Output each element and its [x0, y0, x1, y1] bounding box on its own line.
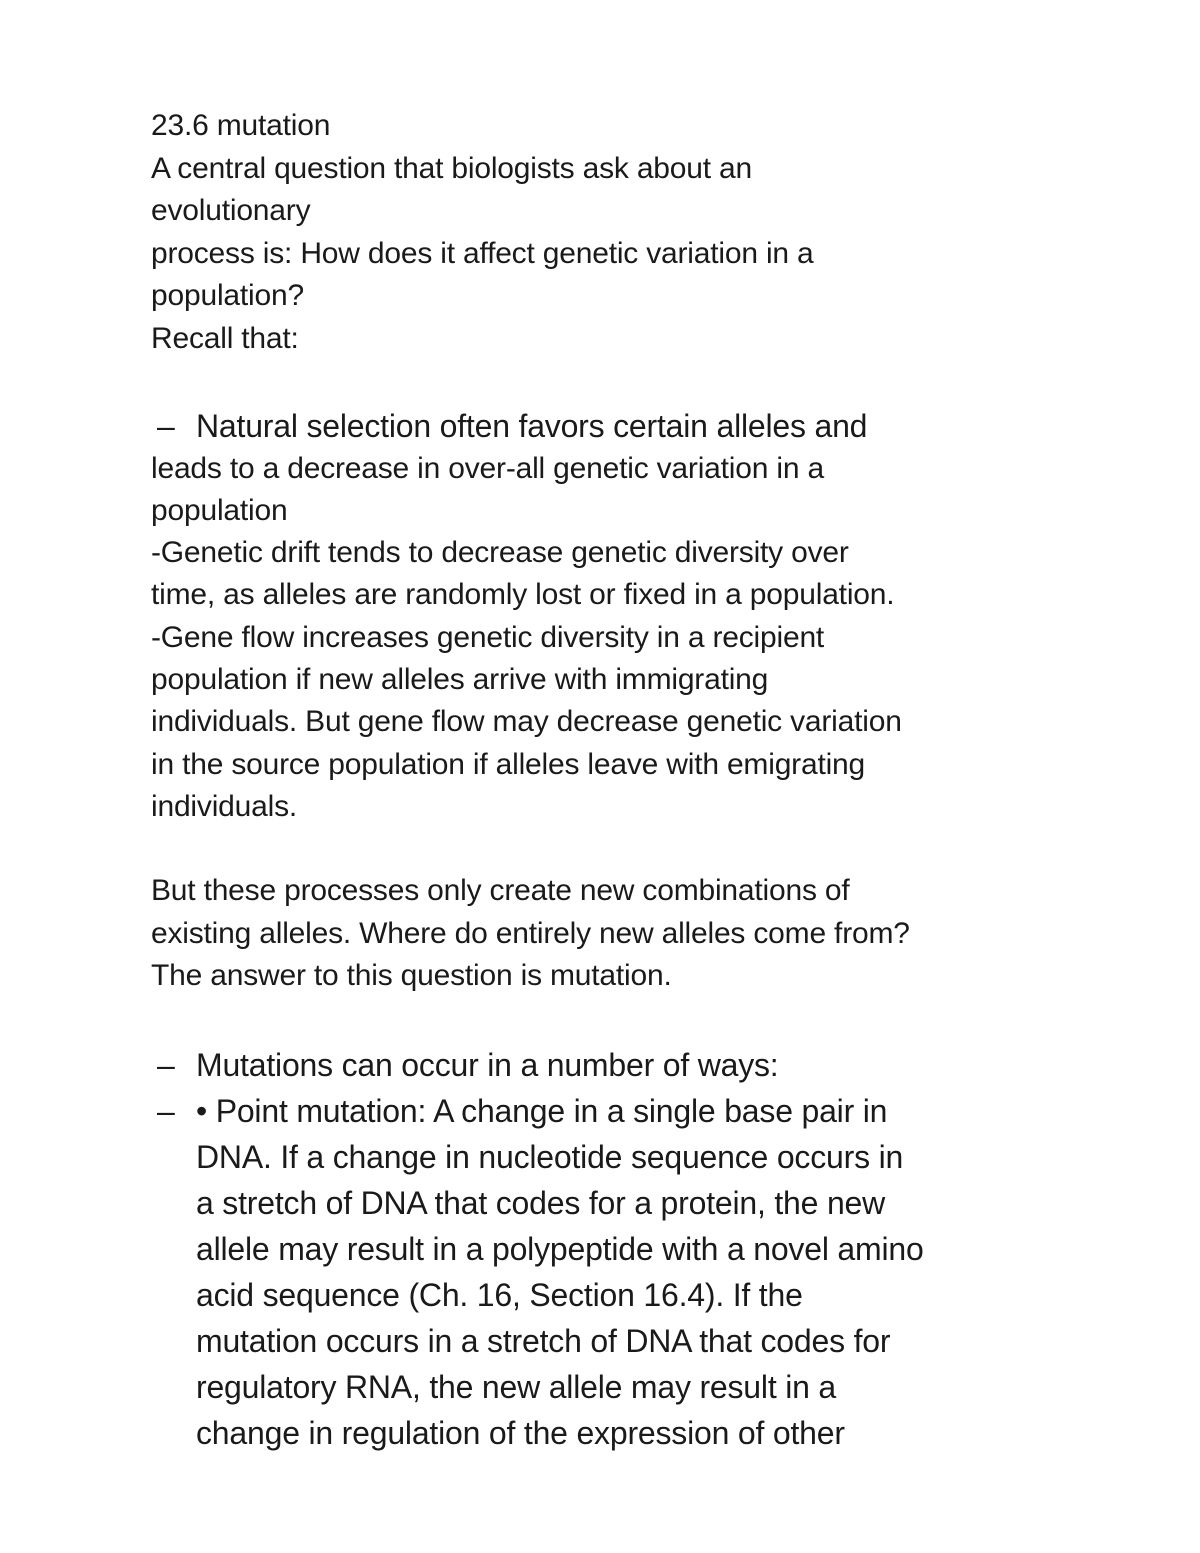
intro-line: A central question that biologists ask about an	[151, 152, 753, 185]
list-line: Mutations can occur in a number of ways:	[196, 1047, 779, 1083]
recall-line: time, as alleles are randomly lost or fixed in a population.	[151, 578, 895, 611]
intro-line: evolutionary	[151, 194, 311, 227]
recall-line: individuals. But gene flow may decrease genetic variation	[151, 705, 902, 738]
list-line: acid sequence (Ch. 16, Section 16.4). If the	[196, 1277, 803, 1313]
list-line: mutation occurs in a stretch of DNA that codes for	[196, 1323, 891, 1359]
intro-line: process is: How does it affect genetic variation in a	[151, 237, 814, 270]
list-line: • Point mutation: A change in a single base pair in	[196, 1093, 888, 1129]
answer-line: But these processes only create new combinations of	[151, 874, 850, 907]
recall-line: -Genetic drift tends to decrease genetic diversity over	[151, 536, 849, 569]
recall-line: population	[151, 494, 288, 527]
list-dash: –	[157, 1047, 175, 1083]
recall-dash: –	[157, 408, 175, 444]
list-line: regulatory RNA, the new allele may result in a	[196, 1369, 836, 1405]
document-title: 23.6 mutation	[151, 109, 331, 142]
recall-line: -Gene flow increases genetic diversity in a recipient	[151, 621, 825, 654]
recall-line: in the source population if alleles leave with emigrating	[151, 748, 866, 781]
answer-line: The answer to this question is mutation.	[151, 959, 672, 992]
recall-line: individuals.	[151, 790, 298, 823]
intro-line: population?	[151, 279, 304, 312]
recall-line: population if new alleles arrive with immigrating	[151, 663, 769, 696]
recall-line: leads to a decrease in over-all genetic variation in a	[151, 452, 824, 485]
list-line: DNA. If a change in nucleotide sequence occurs in	[196, 1139, 904, 1175]
answer-line: existing alleles. Where do entirely new alleles come from?	[151, 917, 910, 950]
recall-line: Natural selection often favors certain alleles and	[196, 408, 868, 444]
list-line: a stretch of DNA that codes for a protein, the new	[196, 1185, 886, 1221]
list-line: allele may result in a polypeptide with a novel amino	[196, 1231, 924, 1267]
list-line: change in regulation of the expression of other	[196, 1415, 845, 1451]
list-dash: –	[157, 1093, 175, 1129]
intro-line: Recall that:	[151, 322, 299, 355]
